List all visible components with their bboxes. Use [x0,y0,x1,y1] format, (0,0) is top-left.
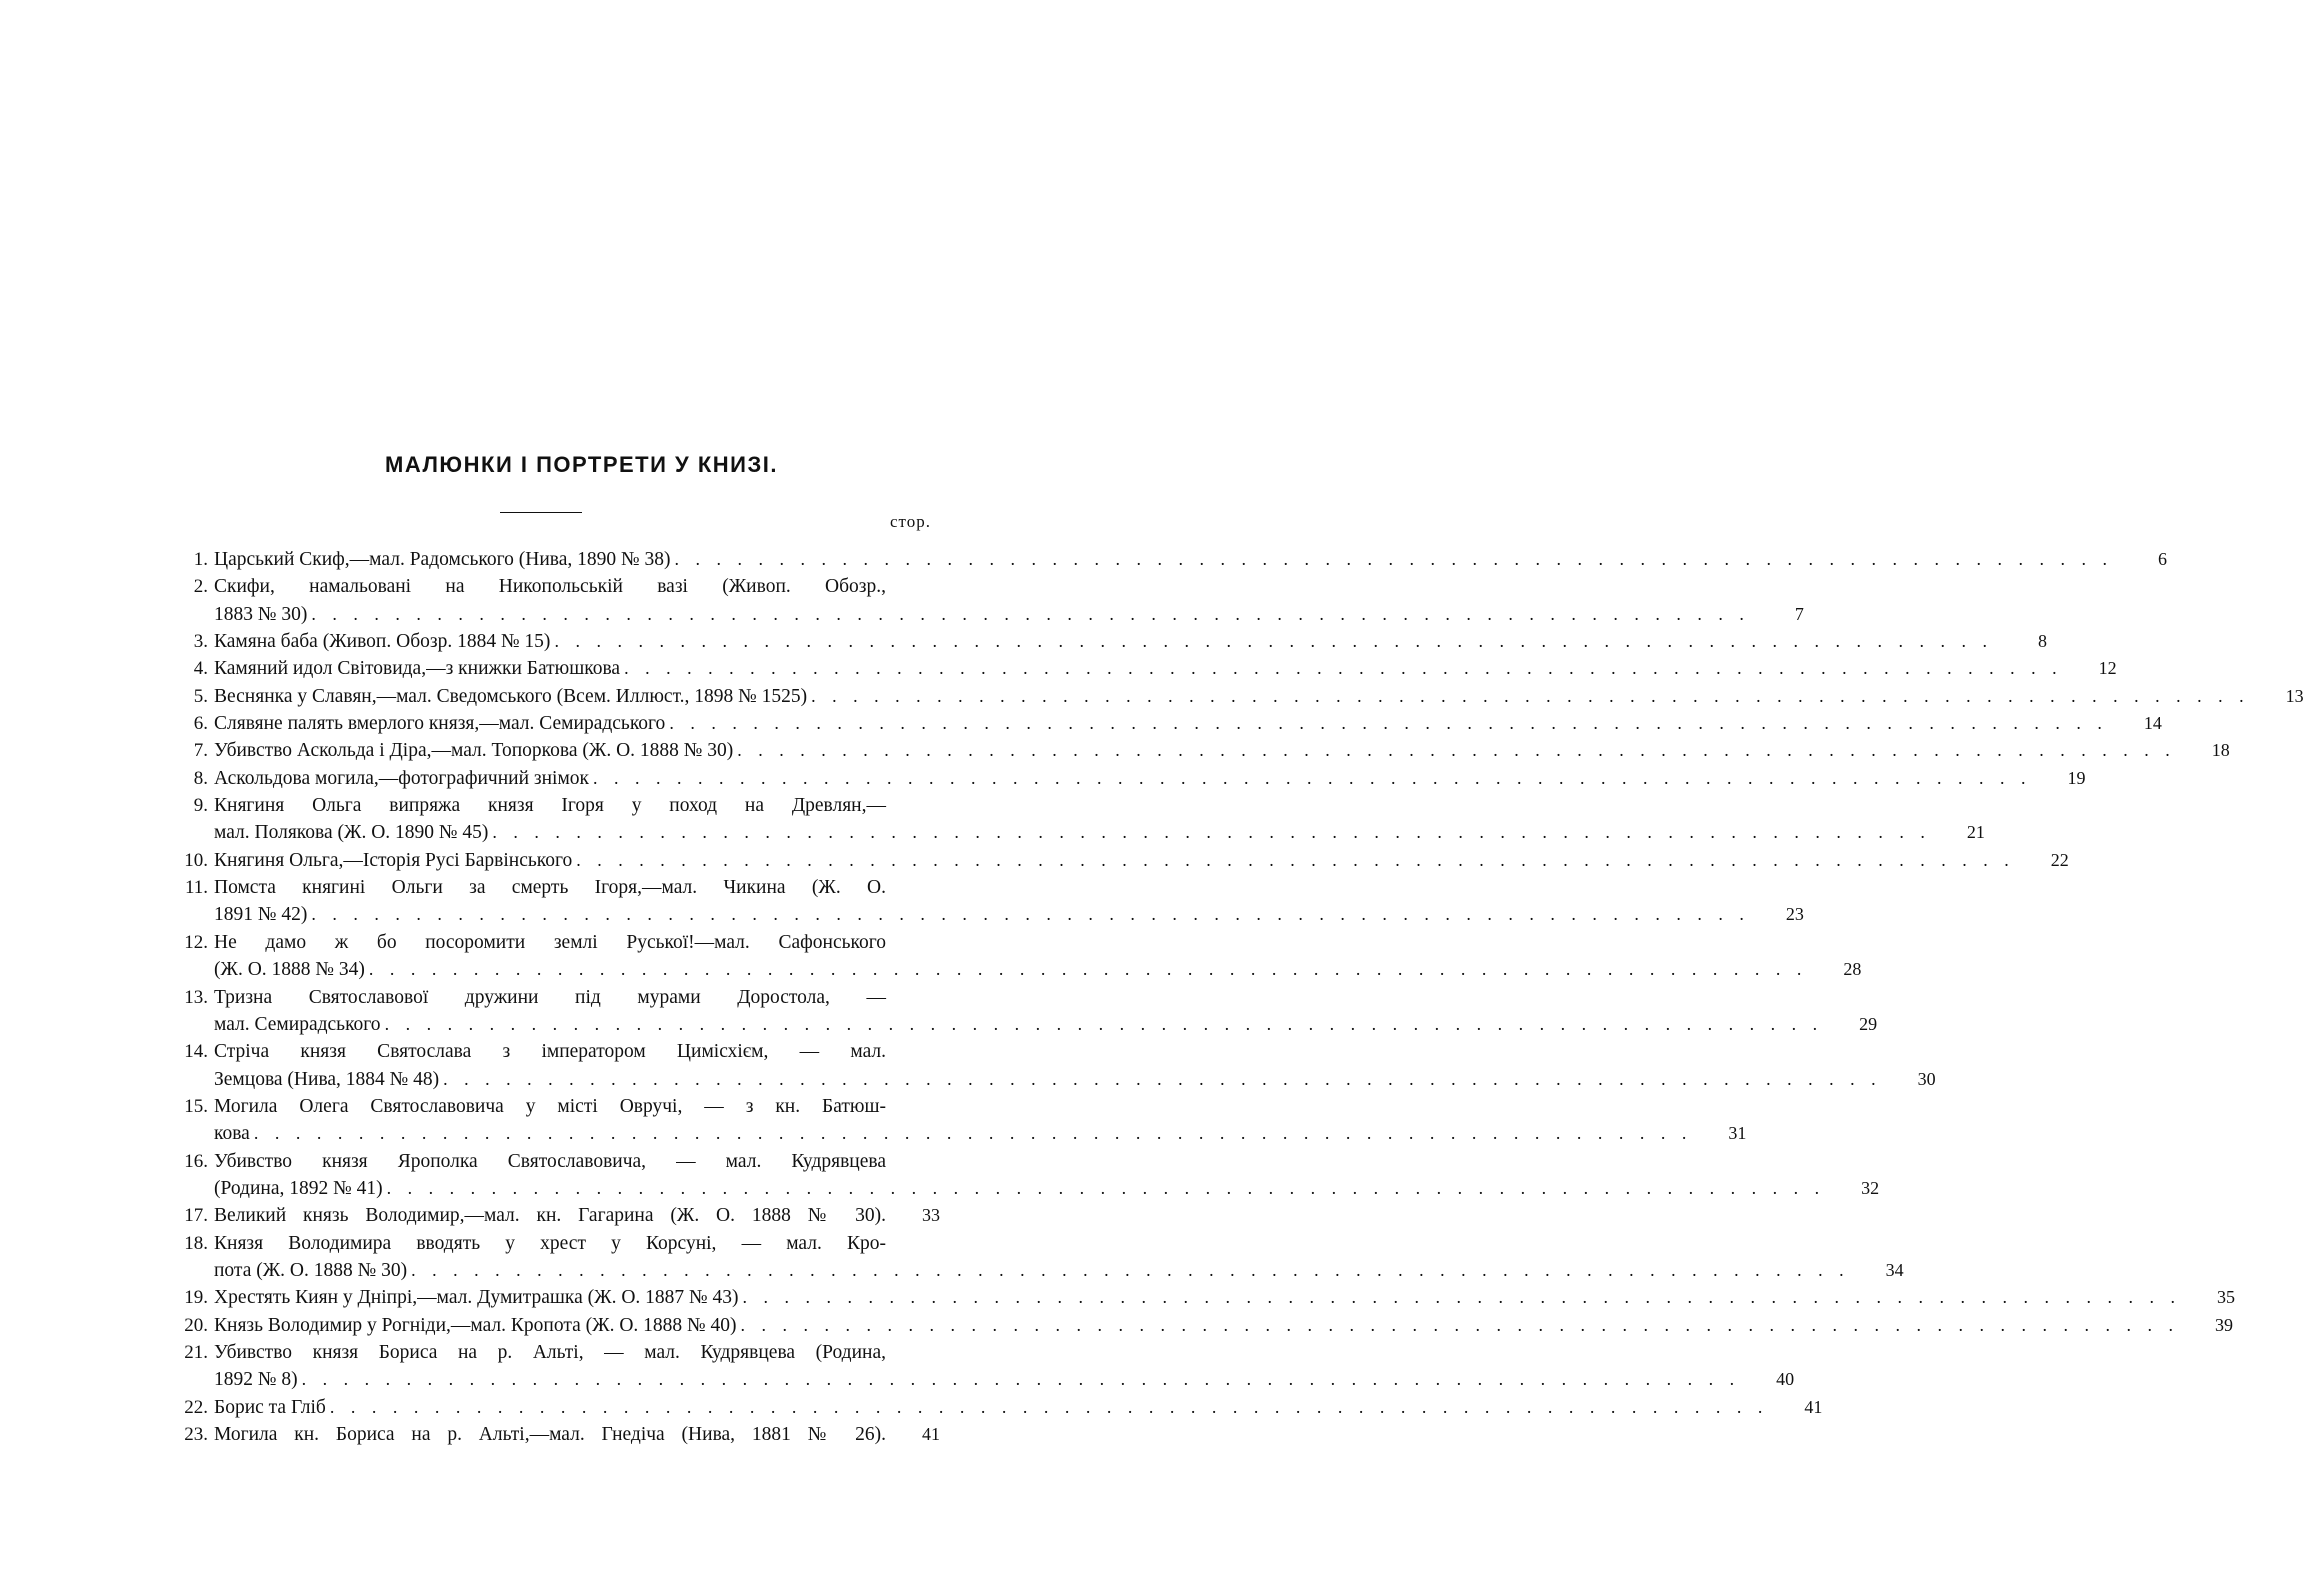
list-item [160,1394,1823,1421]
leader-dots [488,819,1931,846]
entry-page: 14 [2143,713,2162,734]
entry-number: 3. [193,631,208,653]
entry-page: 41 [1804,1396,1823,1417]
leader-dots [383,1175,1826,1202]
leader-dots [665,710,2108,737]
entry-number: 17. [184,1205,208,1227]
list-item [160,792,1985,847]
entry-title: Не дамо ж бо посоромити землі Руської!—мал. Сафонського [214,931,886,953]
entry-title: Слявяне палять вмерлого князя,—мал. Семирадського [214,713,666,735]
entry-number: 19. [184,1287,208,1309]
entry-number: 12. [184,931,208,953]
list-item [160,1312,2234,1339]
entry-title: Могила Олега Святославовича у місті Овручі, — з кн. Батюш- [214,1095,886,1117]
entry-page: 31 [1728,1123,1747,1144]
entry-number: 18. [184,1232,208,1254]
page-title: МАЛЮНКИ І ПОРТРЕТИ У КНИЗІ. [385,452,778,477]
list-item [160,984,1878,1039]
leader-dots [550,628,1993,655]
leader-dots [737,1312,2180,1339]
leader-dots [365,956,1808,983]
entry-title-continued: 1891 № 42) [214,904,308,926]
leader-dots [381,1011,1824,1038]
list-item [160,1339,1795,1394]
entry-number: 10. [184,849,208,871]
entry-title: Великий князь Володимир,—мал. кн. Гагарина (Ж. О. 1888 № 30). [214,1205,886,1227]
entry-title: Убивство князя Бориса на р. Альті, — мал. Кудрявцева (Родина, [214,1341,886,1363]
entry-title-continued: (Родина, 1892 № 41) [214,1177,383,1199]
entry-title-continued: мал. Полякова (Ж. О. 1890 № 45) [214,822,489,844]
entry-title-continued: 1883 № 30) [214,603,308,625]
entry-number: 16. [184,1150,208,1172]
entry-page: 13 [2285,685,2304,706]
list-item [160,683,2304,710]
entry-page: 29 [1859,1013,1878,1034]
entry-number: 23. [184,1424,208,1445]
entry-number: 4. [193,658,208,680]
leader-dots [407,1257,1850,1284]
page-column-header: стор. [889,512,931,531]
entry-page: 28 [1843,959,1862,980]
list-item [160,929,1862,984]
entry-page: 39 [2215,1314,2234,1335]
entry-number: 21. [184,1341,208,1363]
entry-number: 8. [193,767,208,789]
entry-page: 35 [2217,1287,2236,1308]
entry-page: 8 [2037,631,2047,652]
entry-title-continued: кова [214,1123,250,1145]
entry-title: Могила кн. Бориса на р. Альті,—мал. Гнедіча (Нива, 1881 № 26). [214,1424,886,1445]
entry-page: 32 [1861,1177,1880,1198]
entry-title: Аскольдова могила,—фотографичний знімок [214,767,590,789]
leader-dots [807,683,2250,710]
entry-number: 15. [184,1095,208,1117]
entry-number: 11. [184,877,208,899]
list-item [160,874,1804,929]
entry-number: 2. [193,576,208,598]
entry-page: 22 [2050,849,2069,870]
entry-title: Камяна баба (Живоп. Обозр. 1884 № 15) [214,631,551,653]
entry-title: Тризна Святославової дружини під мурами Доростола, — [214,986,886,1008]
entry-page: 21 [1966,822,1985,843]
list-item [160,1284,2236,1311]
entry-title-continued: мал. Семирадського [214,1013,381,1035]
entry-title-continued: Земцова (Нива, 1884 № 48) [214,1068,440,1090]
list-item [160,628,2047,655]
leader-dots [620,655,2063,682]
list-item [160,573,1804,628]
list-item [160,655,2117,682]
leader-dots [298,1366,1741,1393]
entry-number: 7. [193,740,208,762]
list-item [160,765,2086,792]
list-item [160,737,2230,764]
leader-dots [250,1120,1693,1147]
entry-title-continued: (Ж. О. 1888 № 34) [214,959,365,981]
entry-title: Веснянка у Славян,—мал. Сведомського (Всем. Иллюст., 1898 № 1525) [214,685,808,707]
entry-number: 9. [193,795,208,817]
leader-dots [670,546,2113,573]
entry-page: 34 [1885,1259,1904,1280]
leader-dots [307,601,1750,628]
leader-dots [733,737,2176,764]
entry-title: Убивство князя Ярополка Святославовича, — мал. Кудрявцева [214,1150,886,1172]
entry-page: 33 [922,1205,940,1226]
entry-title-continued: 1892 № 8) [214,1369,298,1391]
entry-title: Камяний идол Світовида,—з книжки Батюшкова [214,658,621,680]
entry-title: Помста княгині Ольги за смерть Ігоря,—мал. Чикина (Ж. О. [214,877,886,899]
entry-title-continued: пота (Ж. О. 1888 № 30) [214,1259,408,1281]
list-item [160,546,2167,573]
list-item [160,847,2069,874]
entry-number: 14. [184,1041,208,1063]
list-item [160,1038,1936,1093]
entry-title: Княгиня Ольга випряжа князя Ігоря у поход на Древлян,— [214,795,886,817]
list-item [160,1202,940,1229]
list-item [160,710,2162,737]
leader-dots [572,847,2015,874]
list-item [160,1230,1904,1285]
leader-dots [739,1284,2182,1311]
entry-title: Скифи, намальовані на Никопольській вазі (Живоп. Обозр., [214,576,886,598]
list-item [160,1093,1747,1148]
entry-number: 13. [184,986,208,1008]
entry-title: Убивство Аскольда і Діра,—мал. Топоркова (Ж. О. 1888 № 30) [214,740,734,762]
entry-title: Борис та Гліб [214,1396,326,1418]
entry-page: 18 [2211,740,2230,761]
entry-page: 30 [1917,1068,1936,1089]
entry-title: Князь Володимир у Рогніди,—мал. Кропота (Ж. О. 1888 № 40) [214,1314,737,1336]
entry-title: Хрестять Киян у Дніпрі,—мал. Думитрашка (Ж. О. 1887 № 43) [214,1287,739,1309]
illustrations-list [160,546,2304,1448]
leader-dots [589,765,2032,792]
entry-page: 23 [1785,904,1804,925]
entry-number: 1. [193,549,208,570]
entry-title: Стріча князя Святослава з імператором Цимісхієм, — мал. [214,1041,886,1063]
leader-dots [326,1394,1769,1421]
entry-title: Князя Володимира вводять у хрест у Корсуні, — мал. Кро- [214,1232,886,1254]
entry-number: 5. [193,685,208,707]
leader-dots [307,901,1750,928]
leader-dots [439,1066,1882,1093]
entry-number: 20. [184,1314,208,1336]
entry-page: 12 [2098,658,2117,679]
entry-number: 6. [193,713,208,735]
entry-title: Княгиня Ольга,—Історія Русі Барвінського [214,849,573,871]
entry-page: 40 [1776,1369,1795,1390]
entry-title: Царський Скиф,—мал. Радомського (Нива, 1890 № 38) [214,549,671,570]
title-divider [500,512,582,513]
list-item [160,1148,1880,1203]
entry-page: 6 [2157,549,2167,569]
list-item [160,1421,940,1448]
entry-page: 19 [2067,767,2086,788]
entry-page: 7 [1794,603,1804,624]
entry-number: 22. [184,1396,208,1418]
entry-page: 41 [922,1424,940,1444]
